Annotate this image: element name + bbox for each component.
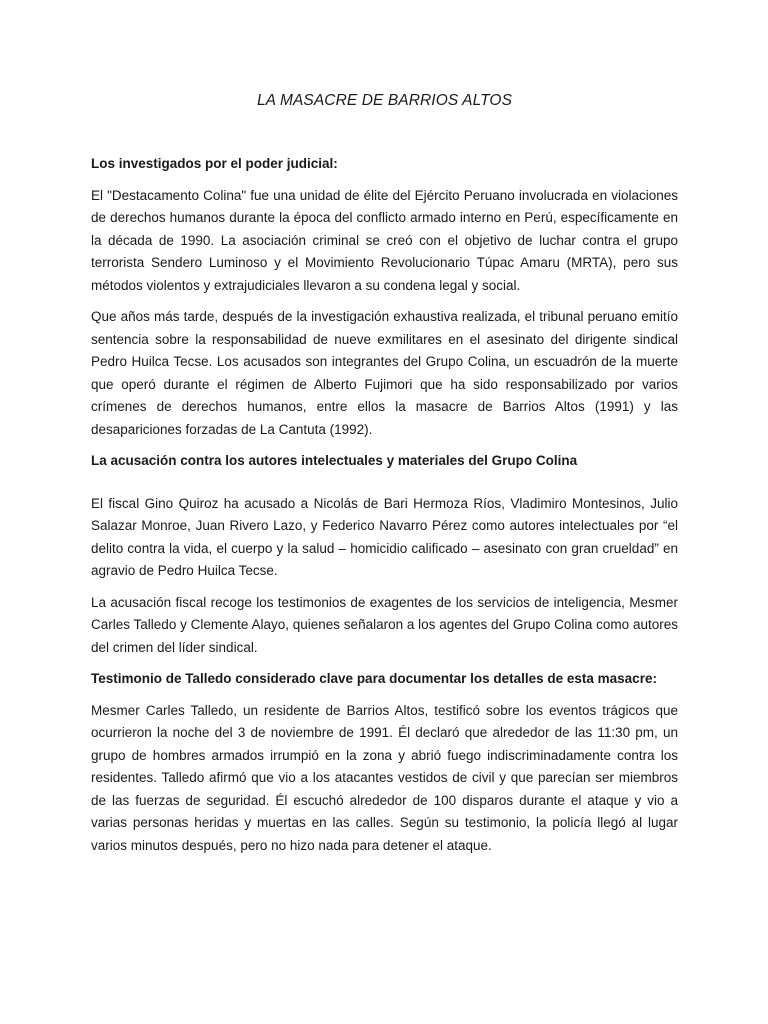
section-heading-testimonio-talledo: Testimonio de Talledo considerado clave para documentar los detalles de esta masacre: xyxy=(91,671,657,686)
section-heading-acusacion: La acusación contra los autores intelectuales y materiales del Grupo Colina xyxy=(91,453,578,468)
document-title: LA MASACRE DE BARRIOS ALTOS xyxy=(256,92,513,109)
paragraph-testimonios-exagentes: La acusación fiscal recoge los testimonios de exagentes de los servicios de inteligencia, Mesmer Carles Talledo y Clemente Alayo, quienes señalaron a los agentes del Grupo Colina como autores del crimen del líder sindical. xyxy=(91,594,678,655)
section-heading-investigados: Los investigados por el poder judicial: xyxy=(91,156,338,171)
paragraph-sentencia-tribunal: Que años más tarde, después de la investigación exhaustiva realizada, el tribunal peruano emitío sentencia sobre la responsabilidad de nueve exmilitares en el asesinato del dirigente sindical Pedro Huilca Tecse. Los acusados son integrantes del Grupo Colina, un escuadrón de la muerte que operó durante el régimen de Alberto Fujimori que ha sido responsabilizado por varios crímenes de derechos humanos, entre ellos la masacre de Barrios Altos (1991) y las desapariciones forzadas de La Cantuta (1992). xyxy=(91,309,678,437)
paragraph-testimonio-talledo: Mesmer Carles Talledo, un residente de Barrios Altos, testificó sobre los eventos trágicos que ocurrieron la noche del 3 de noviembre de 1991. Él declaró que alrededor de las 11:30 pm, un grupo de hombres armados irrumpió en la zona y abrió fuego indiscriminadamente contra los residentes. Talledo afirmó que vio a los atacantes vestidos de civil y que parecían ser miembros de las fuerzas de seguridad. Él escuchó alrededor de 100 disparos durante el ataque y vio a varias personas heridas y muertas en las calles. Según su testimonio, la policía llegó al lugar varios minutos después, pero no hizo nada para detener el ataque. xyxy=(91,702,678,853)
document-body xyxy=(91,92,678,866)
paragraph-fiscal-quiroz: El fiscal Gino Quiroz ha acusado a Nicolás de Bari Hermoza Ríos, Vladimiro Montesinos, Julio Salazar Monroe, Juan Rivero Lazo, y Federico Navarro Pérez como autores intelectuales por “el delito contra la vida, el cuerpo y la salud – homicidio calificado – asesinato con gran crueldad” en agravio de Pedro Huilca Tecse. xyxy=(91,495,678,578)
paragraph-destacamento-colina: El "Destacamento Colina" fue una unidad de élite del Ejército Peruano involucrada en violaciones de derechos humanos durante la época del conflicto armado interno en Perú, específicamente en la década de 1990. La asociación criminal se creó con el objetivo de luchar contra el grupo terrorista Sendero Luminoso y el Movimiento Revolucionario Túpac Amaru (MRTA), pero sus métodos violentos y extrajudiciales llevaron a su condena legal y social. xyxy=(91,187,678,293)
